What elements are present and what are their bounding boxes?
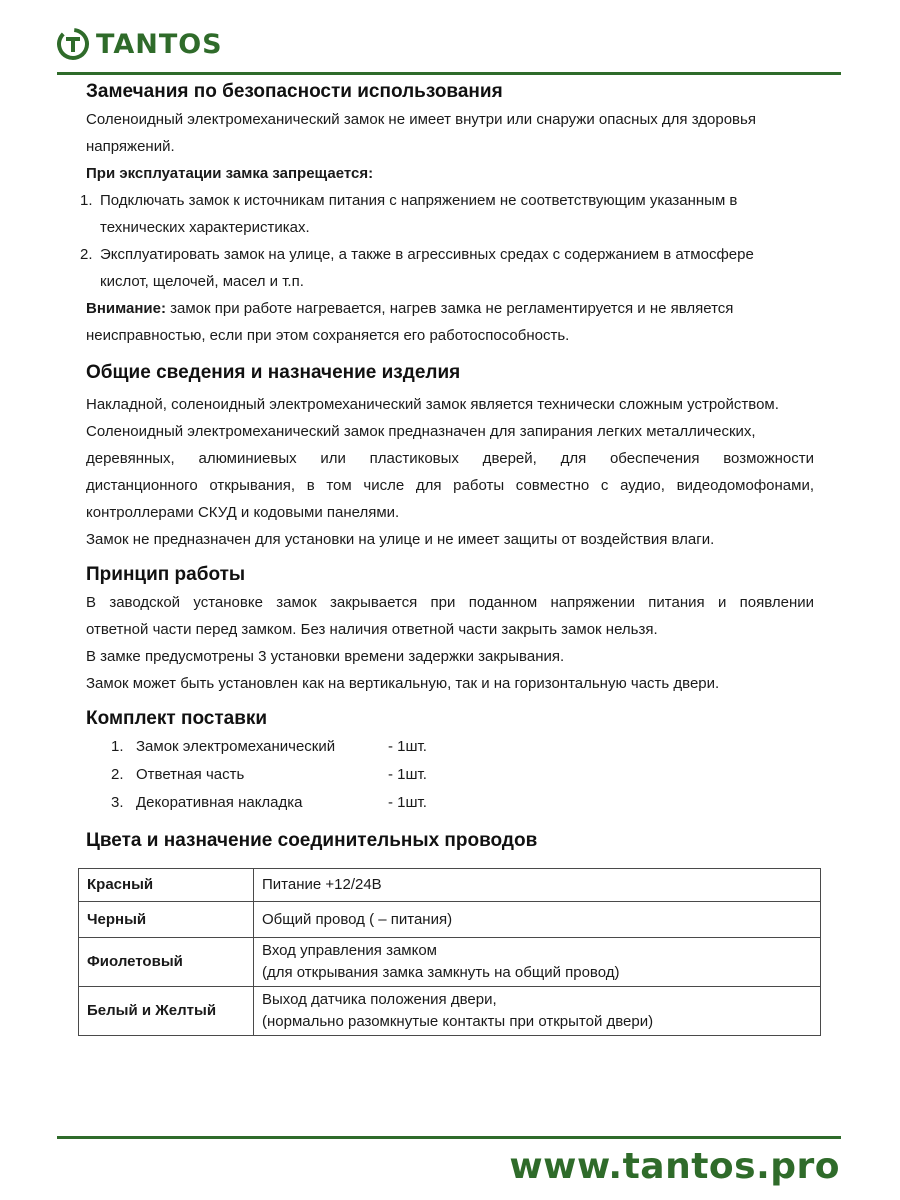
table-row [79, 902, 821, 938]
kit-title: Комплект поставки [86, 708, 268, 729]
warning-line2: неисправностью, если при этом сохраняется его работоспособность. [86, 327, 570, 344]
safety-intro-line1: Соленоидный электромеханический замок не имеет внутри или снаружи опасных для здоровья [86, 111, 756, 128]
general-line: Соленоидный электромеханический замок предназначен для запирания легких металлических, [86, 423, 756, 440]
tantos-logo-icon [56, 27, 90, 61]
wire-purpose-line2: (нормально разомкнутые контакты при открытой двери) [262, 1013, 654, 1030]
kit-item-name: Замок электромеханический [136, 738, 336, 755]
kit-item-qty: - 1шт. [388, 766, 427, 783]
footer-divider [57, 1136, 841, 1139]
general-line: деревянных, алюминиевых или пластиковых дверей, для обеспечения возможности [86, 450, 814, 467]
kit-item [86, 761, 814, 789]
list-item-line2: кислот, щелочей, масел и т.п. [100, 273, 304, 290]
principle-title: Принцип работы [86, 564, 246, 585]
principle-line: В замке предусмотрены 3 установки времени задержки закрывания. [86, 648, 565, 665]
wire-purpose-line2: (для открывания замка замкнуть на общий провод) [262, 964, 620, 981]
principle-line: В заводской установке замок закрывается при поданном напряжении питания и появлении [86, 594, 814, 611]
principle-line: Замок может быть установлен как на вертикальную, так и на горизонтальную часть двери. [86, 675, 720, 692]
wire-color: Фиолетовый [79, 938, 254, 987]
list-item-line1: Эксплуатировать замок на улице, а также в агрессивных средах с содержанием в атмосфере [100, 246, 754, 263]
wire-purpose-line1: Общий провод ( – питания) [262, 910, 453, 928]
kit-item-qty: - 1шт. [388, 794, 427, 811]
safety-intro-line2: напряжений. [86, 138, 175, 155]
general-title: Общие сведения и назначение изделия [86, 362, 461, 383]
wire-color: Черный [79, 902, 254, 938]
forbidden-list [80, 187, 814, 295]
general-line: контроллерами СКУД и кодовыми панелями. [86, 504, 400, 521]
forbidden-title: При эксплуатации замка запрещается: [86, 165, 374, 182]
principle-line: ответной части перед замком. Без наличия ответной части закрыть замок нельзя. [86, 621, 658, 638]
footer-url[interactable]: www.tantos.pro [509, 1146, 840, 1187]
warning-label: Внимание: [86, 300, 166, 317]
kit-item-number: 3. [111, 794, 124, 811]
kit-item-name: Декоративная накладка [136, 794, 303, 811]
general-line: дистанционного открывания, в том числе для работы совместно с аудио, видеодомофонами, [86, 477, 814, 494]
brand-name: TANTOS [96, 28, 223, 60]
kit-item-number: 1. [111, 738, 124, 755]
safety-title: Замечания по безопасности использования [86, 81, 503, 102]
wire-purpose-line1: Выход датчика положения двери, [262, 991, 497, 1008]
wire-purpose-line1: Вход управления замком [262, 942, 437, 959]
kit-item-qty: - 1шт. [388, 738, 427, 755]
list-item-line1: Подключать замок к источникам питания с напряжением не соответствующим указанным в [100, 192, 738, 209]
header-divider [57, 72, 841, 75]
warning-line1: замок при работе нагревается, нагрев замка не регламентируется и не является [165, 300, 734, 317]
general-line: Замок не предназначен для установки на улице и не имеет защиты от воздействия влаги. [86, 531, 715, 548]
wire-purpose [254, 987, 821, 1036]
list-item [80, 187, 814, 241]
kit-item [86, 733, 814, 761]
wire-purpose [254, 902, 821, 938]
wires-table [78, 868, 821, 1036]
list-item-number: 1. [80, 192, 93, 209]
wire-purpose [254, 869, 821, 902]
list-item [80, 241, 814, 295]
wire-color: Белый и Желтый [79, 987, 254, 1036]
table-row [79, 987, 821, 1036]
brand-header [56, 22, 223, 66]
list-item-number: 2. [80, 246, 93, 263]
general-line: Накладной, соленоидный электромеханический замок является технически сложным устройством. [86, 396, 779, 413]
wire-color: Красный [79, 869, 254, 902]
warning-paragraph [86, 295, 814, 322]
kit-item-number: 2. [111, 766, 124, 783]
kit-list [86, 733, 814, 817]
kit-item-name: Ответная часть [136, 766, 245, 783]
kit-item [86, 789, 814, 817]
wire-purpose [254, 938, 821, 987]
list-item-line2: технических характеристиках. [100, 219, 310, 236]
table-row [79, 938, 821, 987]
table-row [79, 869, 821, 902]
wire-purpose-line1: Питание +12/24В [262, 876, 382, 893]
wires-title: Цвета и назначение соединительных проводов [86, 830, 538, 851]
document-body [80, 78, 814, 855]
